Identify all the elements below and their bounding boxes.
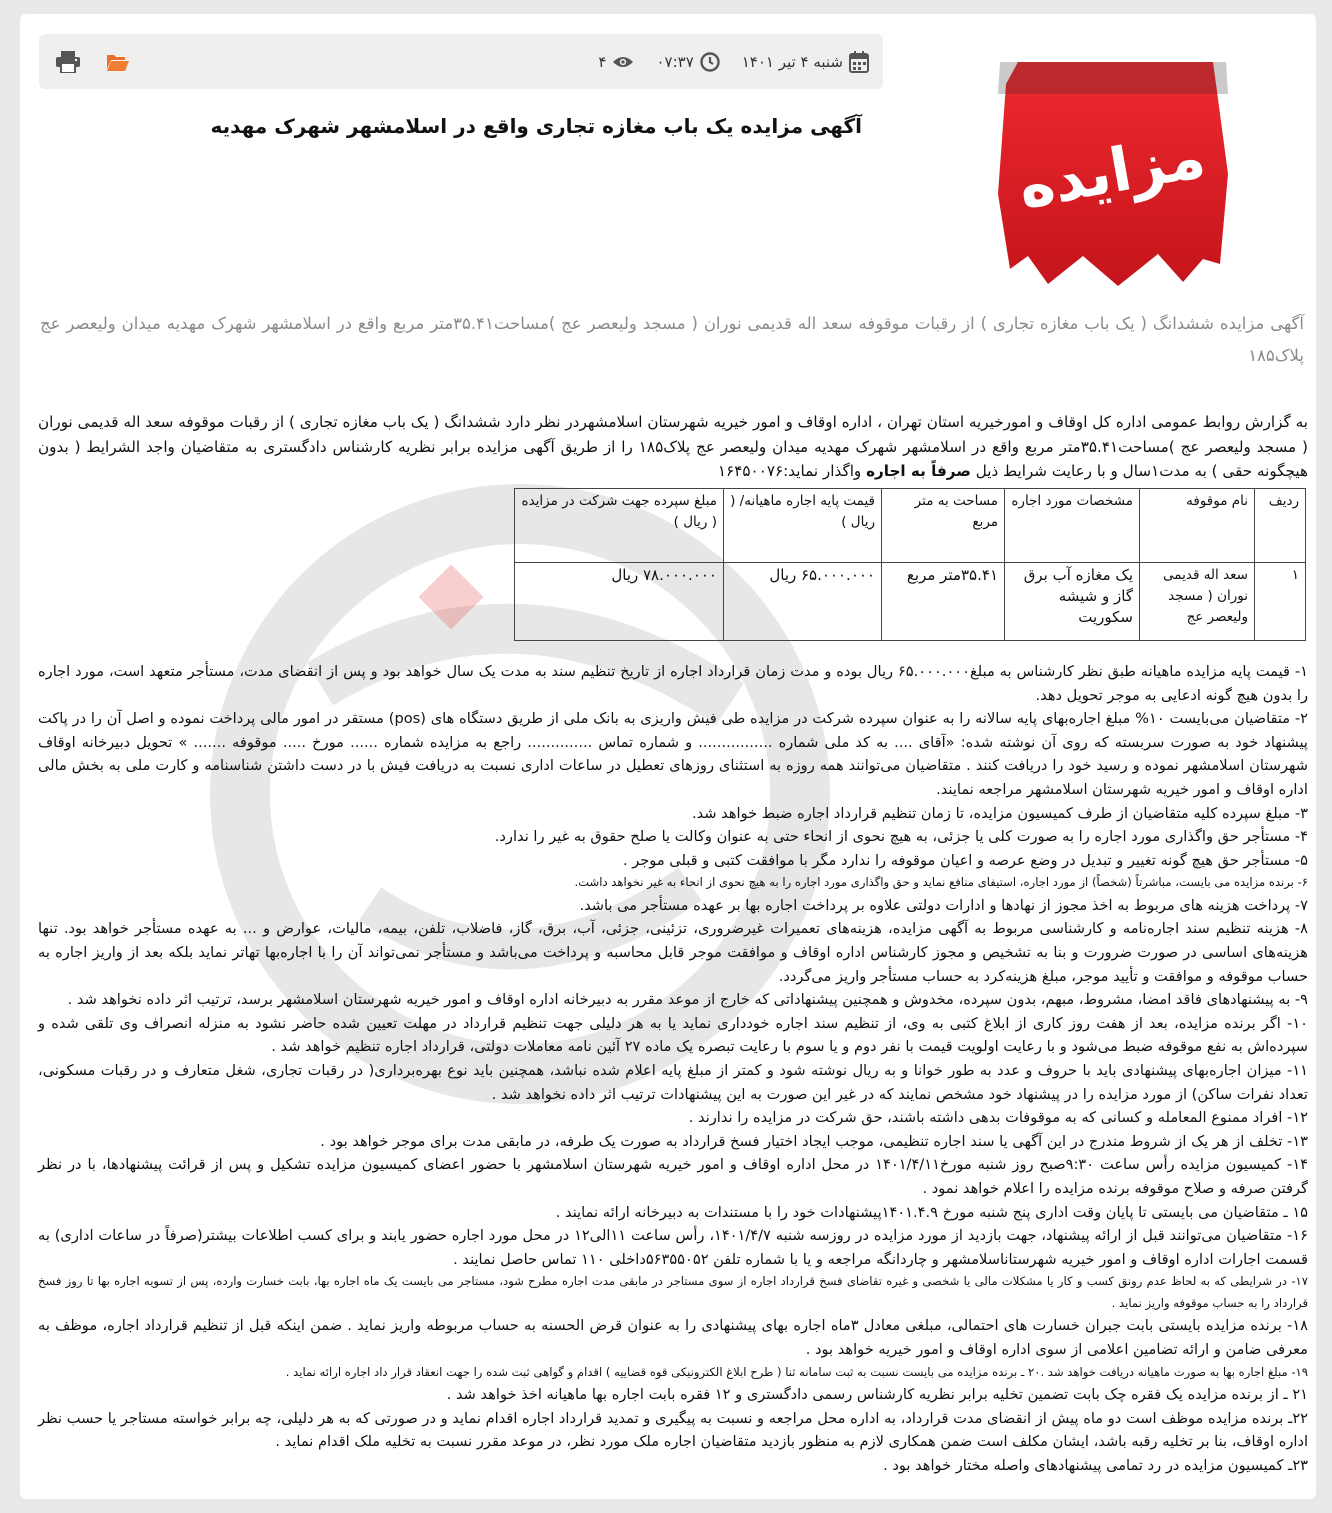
term-item: ۶- برنده مزایده می بایست، مباشرتاً (شخصاً) از مورد اجاره، استیفای منافع نماید و حق واگذاری مورد اجاره را به هیچ نحوی از انحاء به غیر نخواهد داشت. [574, 875, 1308, 890]
term-item: ۲- متقاضیان می‌بایست ۱۰% مبلغ اجاره‌بهای پایه سالانه را به عنوان سپرده شرکت در مزایده طی فیش واریزی به بانک ملی از طریق دستگاه های (pos) مستقر در امور مالی پرداخت نموده و اصل آن را در پاکت پیشنهاد خود به صورت سربسته که روی آن نوشته شده: «آقای .... به کد ملی شماره ................ و شماره تماس .............. راجع به مزایده شماره ...... مورخ ..... موقوفه ....... » تحویل دبیرخانه اوقاف شهرستان اسلامشهر نموده و رسید خود را دریافت کنند . متقاضیان می‌توانند همه روزه به استثنای روزهای تعطیل در ساعات اداری نسبت به دریافت فیش با در دست داشتن شناسنامه و کارت ملی به بخش مالی اداره اوقاف و امور خیریه شهرستان اسلامشهر مراجعه نمایند. [38, 710, 1309, 798]
meta-bar [39, 34, 883, 89]
intro-bold: صرفاً به اجاره [866, 462, 971, 480]
term-item: ۲۳ـ کمیسیون مزایده در رد تمامی پیشنهادهای واصله مختار خواهد بود . [883, 1456, 1308, 1474]
views-count: ۴ [598, 52, 607, 71]
watermark-diamond [418, 564, 483, 629]
term-item: ۱۶- متقاضیان می‌توانند قبل از ارائه پیشنهاد، جهت بازدید از مورد مزایده در روزسه شنبه ۱۴۰۱/۴/۷، رأس ساعت ۱۱الی۱۲ در محل مورد اجاره حضور یابند و برای کسب اطلاعات بیشتر(صرفاً در ساعات اداری) به قسمت اجارات اداره اوقاف و امور خیریه شهرستاناسلامشهر و چاردانگه مراجعه و یا با شماره تلفن ۵۶۳۵۵۰۵۲داخلی ۱۱۰ تماس حاصل نمایند . [38, 1227, 1308, 1268]
time-meta [656, 52, 719, 72]
term-item: ۱- قیمت پایه مزایده ماهیانه طبق نظر کارشناس به مبلغ۶۵.۰۰۰.۰۰۰ ریال بوده و مدت زمان قرارداد اجاره از تاریخ تنظیم سند به مدت یک سال خواهد بود و پس از انقضای مدت، مستأجر متعهد است، مورد اجاره را بدون هیچ گونه ادعایی به موجر تحویل دهد. [38, 663, 1308, 704]
term-item: ۲۱ ـ از برنده مزایده یک فقره چک بابت تضمین تخلیه برابر نظریه کارشناس رسمی دادگستری و ۱۲ فقره بابت اجاره بها ماهیانه اخذ خواهد شد . [446, 1386, 1308, 1404]
term-item: ۱۵ ـ متقاضیان می بایستی تا پایان وقت اداری پنج شنبه مورخ ۱۴۰۱.۴.۹پیشنهادات خود را با مستندات به دبیرخانه ارائه نمایند . [555, 1203, 1308, 1221]
date-text: شنبه ۴ تیر ۱۴۰۱ [741, 52, 843, 71]
term-item: ۷- پرداخت هزینه های مربوط به اخذ مجوز از نهادها و ادارات دولتی علاوه بر پرداخت اجاره بها بر عهده مستأجر می باشد. [579, 896, 1308, 914]
cell-endowment: سعد اله قدیمی نوران ( مسجد ولیعصر عج [1140, 563, 1255, 641]
table-header-row [515, 489, 1306, 563]
stamp-text: مزایده [1013, 121, 1211, 223]
eye-icon [612, 55, 634, 69]
article-card [20, 14, 1316, 1499]
time-text: ۰۷:۳۷ [656, 52, 694, 71]
folder-open-icon [106, 52, 130, 72]
term-item: ۸- هزینه تنظیم سند اجاره‌نامه و کارشناسی مربوط به آگهی مزایده، هزینه‌های تعمیرات غیرضروری، تزئینی، جزئی، آب، برق، گاز، فاضلاب، تلفن، بیمه، مالیات، عوارض و ... به عهده مستأجر خواهد بود. تنها هزینه‌های اساسی در صورت ضرورت و بنا به تشخیص و مجوز کارشناس اداره اوقاف و موافقت موجر قابل محاسبه و پرداخت می‌باشد و مستأجر نمی‌تواند آن را با اجاره‌بها تهاتر نماید بلکه بعد از واریز اجاره به حساب موقوفه و موافقت و تأیید موجر، مبلغ هزینه‌کرد به حساب مستأجر واریز می‌گردد. [38, 920, 1308, 985]
term-item: ۱۰- اگر برنده مزایده، بعد از هفت روز کاری از ابلاغ کتبی به وی، از تنظیم سند اجاره خودداری نماید یا به هر دلیلی جهت تنظیم قرارداد در مهلت تعیین شده حاضر نشود به منزله انصراف وی تلقی شده و سپرده‌اش به نفع موقوفه ضبط می‌شود و با رعایت اولویت قیمت با نفر دوم و یا سوم با رعایت تبصره یک ماده ۲۷ آئین نامه معاملات دولتی، قرارداد اجاره تنظیم خواهد شد . [38, 1014, 1308, 1056]
term-item: ۱۸- برنده مزایده بایستی بابت جبران خسارت های احتمالی، مبلغی معادل ۳ماه اجاره بهای پیشنهادی را به عنوان قرض الحسنه به حساب مربوطه واریز نماید . ضمن اینکه قبل از تنظیم قرارداد اجاره، موظف به معرفی ضامن و ارائه تضامین اعلامی از سوی اداره اوقاف و امور خیریه خواهد بود . [38, 1317, 1309, 1358]
cell-deposit: ۷۸.۰۰۰.۰۰۰ ریال [515, 563, 724, 641]
th-spec: مشخصات مورد اجاره [1005, 489, 1140, 563]
term-item: ۲۲ـ برنده مزایده موظف است دو ماه پیش از انقضای مدت قرارداد، به اداره محل مراجعه و نسبت به پیگیری و تمدید قرارداد اجاره اقدام نماید و در صورتی که به هر دلیلی، چه برابر خواسته مستاجر یا حسب نظر اداره اوقاف، بنا بر تخلیه رقبه باشد، ایشان مکلف است ضمن همکاری لازم به منظور بازدید متقاضیان اجاره ملک مورد نظر، در موعد مقرر نسبت به تخلیه ملک اقدام نماید . [38, 1409, 1308, 1451]
meta-items [598, 34, 869, 89]
lead-paragraph: آگهی مزایده ششدانگ ( یک باب مغازه تجاری ) از رقبات موقوفه سعد اله قدیمی نوران ( مسجد ولیعصر عج )مساحت۳۵.۴۱متر مربع واقع در اسلامشهر شهرک مهدیه میدان ولیعصر عج پلاک۱۸۵ [40, 314, 1304, 365]
intro-text-2: واگذار نماید:۱۶۴۵۰۰۷۶ [717, 462, 867, 480]
term-item: ۳- مبلغ سپرده کلیه متقاضیان از طرف کمیسیون مزایده، تا زمان تنظیم قرارداد اجاره ضبط خواهد شد. [692, 804, 1308, 822]
page-title: آگهی مزایده یک باب مغازه تجاری واقع در اسلامشهر شهرک مهدیه [210, 114, 862, 138]
term-item: ۵- مستأجر حق هیچ گونه تغییر و تبدیل در وضع عرصه و اعیان موقوفه را ندارد مگر با موافقت کتبی و قبلی موجر . [622, 851, 1308, 869]
cell-index: ۱ [1255, 563, 1306, 641]
clock-icon [700, 52, 720, 72]
intro-paragraph [38, 410, 1308, 484]
th-deposit: مبلغ سپرده جهت شرکت در مزایده ( ریال ) [515, 489, 724, 563]
term-item: ۱۷- در شرایطی که به لحاظ عدم رونق کسب و کار یا مشکلات مالی یا شخصی و غیره تقاضای فسخ قرارداد اجاره از سوی مستاجر در مابقی مدت اجاره مطرح شود، مستاجر می بایست یک ماه اجاره بها، بابت خسارت وارده، پس از تسویه اجاره بها تا روز فسخ قرارداد را به حساب موقوفه واریز نماید . [38, 1274, 1308, 1310]
cell-spec: یک مغازه آب برق گاز و شیشه سکوریت [1005, 563, 1140, 641]
auction-table [514, 488, 1306, 641]
table-row [515, 563, 1306, 641]
th-area: مساحت به متر مربع [882, 489, 1005, 563]
auction-stamp-image [988, 54, 1238, 289]
cell-base-rent: ۶۵.۰۰۰.۰۰۰ ریال [724, 563, 882, 641]
term-item: ۹- به پیشنهادهای فاقد امضا، مشروط، مبهم، بدون سپرده، مخدوش و همچنین پیشنهاداتی که خارج از موعد مقرر به دبیرخانه اداره اوقاف و امور خیریه شهرستان اسلامشهر برسد، ترتیب اثر داده نخواهد شد . [67, 991, 1308, 1009]
terms-list [38, 660, 1308, 1477]
calendar-icon [849, 51, 869, 73]
term-item: ۱۴- کمیسیون مزایده رأس ساعت ۹:۳۰صبح روز شنبه مورخ۱۴۰۱/۴/۱۱ در محل اداره اوقاف و امور خیریه شهرستان اسلامشهر با حضور اعضای کمیسیون مزایده تشکیل و پس از قرائت پیشنهادها، با در نظر گرفتن صرفه و صلاح موقوفه برنده مزایده را اعلام خواهد نمود . [38, 1156, 1308, 1197]
th-base-rent: قیمت پایه اجاره ماهیانه/ ( ریال ) [724, 489, 882, 563]
term-item: ۱۱- میزان اجاره‌بهای پیشنهادی باید با حروف و عدد به طور خوانا و به ریال نوشته شود و کمتر از مبلغ پایه اعلام شده نباشد، همچنین باید نوع بهره‌برداری( در رقبات تجاری، شغل متعارف و در رقبات مسکونی، تعداد نفرات ساکن) از مورد مزایده را در پیشنهاد خود مشخص نمایند که در غیر این صورت به این پیشنهادات ترتیب اثر داده نخواهد شد . [38, 1062, 1308, 1103]
views-meta [598, 53, 634, 71]
term-item: ۱۳- تخلف از هر یک از شروط مندرج در این آگهی یا سند اجاره تنظیمی، موجب ایجاد اختیار فسخ قرارداد به صورت یک طرفه، در مابقی مدت برای موجر خواهد بود . [320, 1132, 1308, 1150]
cell-area: ۳۵.۴۱متر مربع [882, 563, 1005, 641]
term-item: ۱۲- افراد ممنوع المعامله و کسانی که به موقوفات بدهی داشته باشند، حق شرکت در مزایده را ندارند . [688, 1109, 1308, 1127]
intro-text-1: به گزارش روابط عمومی اداره کل اوقاف و امورخیریه استان تهران ، اداره اوقاف و امور خیریه شهرستان اسلامشهردر نظر دارد ششدانگ ( یک باب مغازه تجاری ) از رقبات موقوفه سعد اله قدیمی نوران ( مسجد ولیعصر عج )مساحت۳۵.۴۱متر مربع واقع در اسلامشهر شهرک مهدیه میدان ولیعصر عج پلاک۱۸۵ را از طریق آگهی مزایده برابر نظریه کارشناس دادگستری به متقاضیان واجد الشرایط ( بدون هیچگونه حقی ) به مدت۱سال و با رعایت شرایط ذیل [38, 413, 1308, 480]
term-item: ۱۹- مبلغ اجاره بها به صورت ماهیانه دریافت خواهد شد .۲۰ ـ برنده مزایده می بایست نسبت به ثبت سامانه ثنا ( طرح ابلاغ الکترونیکی قوه قضاییه ) اقدام و گواهی ثبت شده را جهت انعقاد قرار داد اجاره ارائه نماید . [285, 1364, 1308, 1379]
print-button[interactable] [55, 49, 81, 75]
meta-actions [55, 34, 131, 89]
term-item: ۴- مستأجر حق واگذاری مورد اجاره را به صورت کلی یا جزئی، به هیچ نحوی از انحاء حتی به عنوان وکالت یا صلح حقوق به غیر را ندارد. [494, 828, 1308, 846]
th-index: ردیف [1255, 489, 1306, 563]
printer-icon [56, 51, 80, 73]
date-meta [742, 51, 869, 73]
th-endowment: نام موقوفه [1140, 489, 1255, 563]
folder-button[interactable] [105, 49, 131, 75]
